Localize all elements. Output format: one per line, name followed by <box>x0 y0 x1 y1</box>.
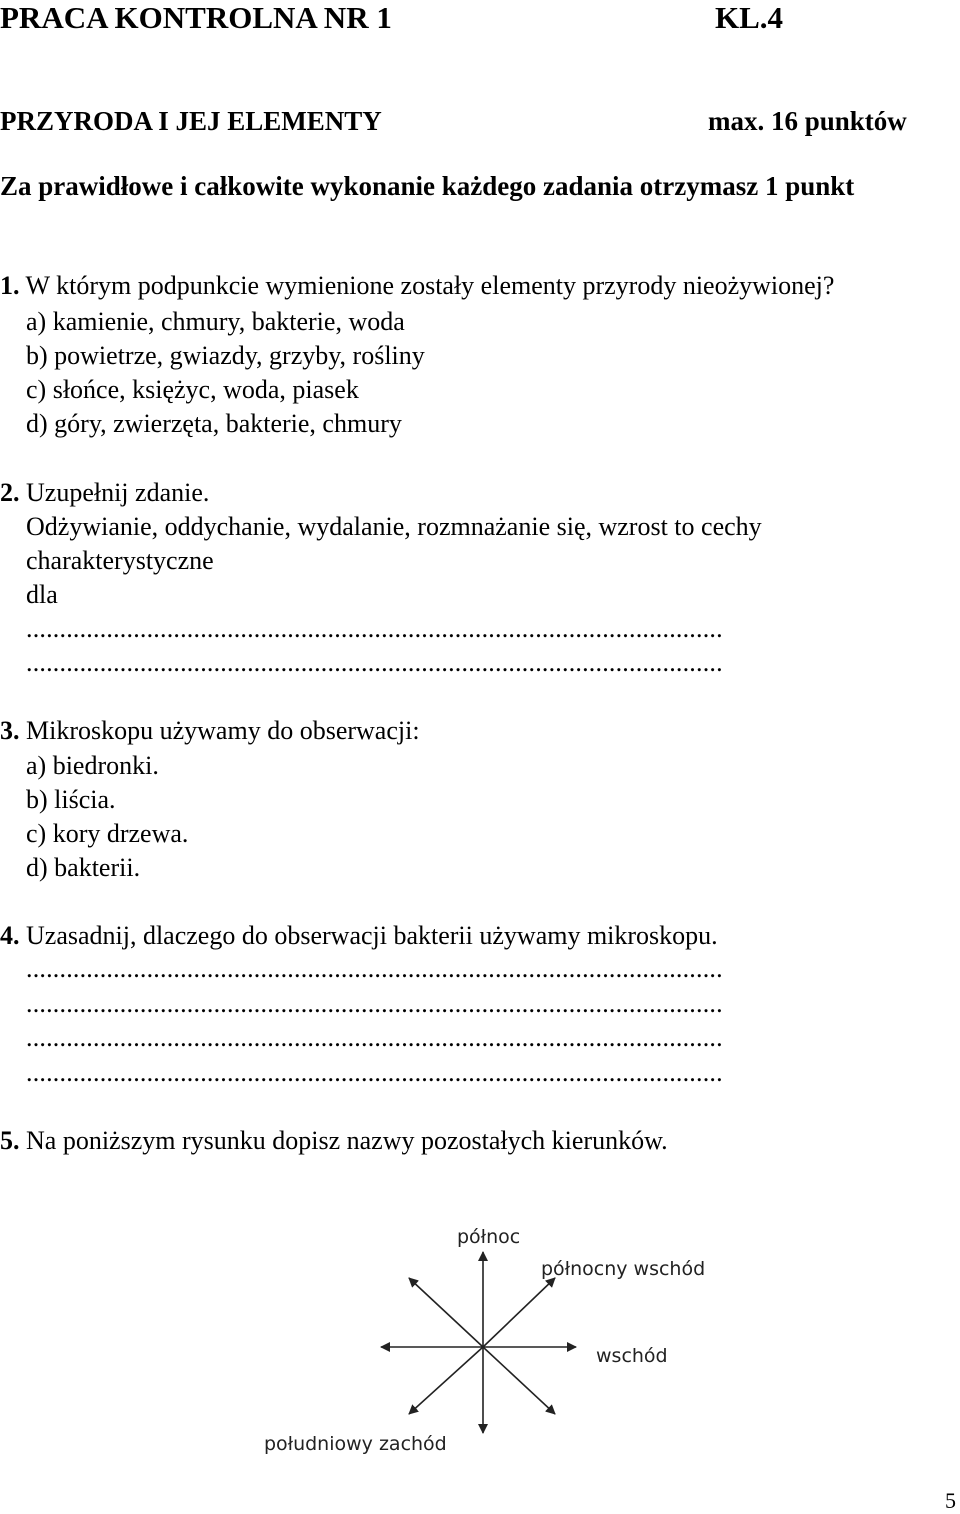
question-5 <box>0 1126 668 1156</box>
class-label: KL.4 <box>715 0 784 35</box>
question-2-body-line-3: dla <box>26 580 58 609</box>
question-3-option-b: b) liścia. <box>26 785 116 814</box>
scoring-instruction: Za prawidłowe i całkowite wykonanie każdego zadania otrzymasz 1 punkt <box>0 171 855 201</box>
worksheet-title: PRACA KONTROLNA NR 1 <box>0 0 392 35</box>
question-2-body-line-1: Odżywianie, oddychanie, wydalanie, rozmnażanie się, wzrost to cechy <box>26 512 762 541</box>
arrow-northwest <box>409 1278 483 1347</box>
question-2-text: Uzupełnij zdanie. <box>19 478 210 507</box>
question-4 <box>0 921 718 951</box>
question-4-answer-line-3[interactable]: ........................................................................................................ <box>26 1023 723 1052</box>
section-title: PRZYRODA I JEJ ELEMENTY <box>0 106 382 136</box>
question-1-option-c: c) słońce, księżyc, woda, piasek <box>26 375 359 404</box>
compass-label-northeast: północny wschód <box>541 1258 706 1280</box>
question-2 <box>0 478 209 508</box>
compass-label-southwest: południowy zachód <box>264 1433 447 1455</box>
question-5-number: 5. <box>0 1126 20 1155</box>
page-number: 5 <box>945 1488 956 1513</box>
question-5-text: Na poniższym rysunku dopisz nazwy pozostałych kierunków. <box>19 1126 668 1155</box>
question-3-option-a: a) biedronki. <box>26 751 159 780</box>
question-4-answer-line-2[interactable]: ........................................................................................................ <box>26 989 723 1018</box>
max-points: max. 16 punktów <box>708 106 907 136</box>
arrow-southwest <box>409 1347 483 1414</box>
compass-label-east: wschód <box>596 1345 668 1367</box>
question-3-option-d: d) bakterii. <box>26 853 141 882</box>
question-2-answer-line-2[interactable]: ........................................................................................................ <box>26 648 723 677</box>
question-4-number: 4. <box>0 921 20 950</box>
question-1-text: W którym podpunkcie wymienione zostały elementy przyrody nieożywionej? <box>19 271 835 300</box>
question-4-text: Uzasadnij, dlaczego do obserwacji bakterii używamy mikroskopu. <box>19 921 718 950</box>
question-1-option-d: d) góry, zwierzęta, bakterie, chmury <box>26 409 402 438</box>
question-3-text: Mikroskopu używamy do obserwacji: <box>19 716 420 745</box>
compass-label-north: północ <box>457 1226 521 1248</box>
question-3-number: 3. <box>0 716 20 745</box>
question-3 <box>0 716 420 746</box>
arrow-southeast <box>483 1347 555 1414</box>
question-1 <box>0 271 834 301</box>
question-2-number: 2. <box>0 478 20 507</box>
question-1-number: 1. <box>0 271 20 300</box>
question-3-option-c: c) kory drzewa. <box>26 819 189 848</box>
question-2-answer-line-1[interactable]: ........................................................................................................ <box>26 614 723 643</box>
question-4-answer-line-4[interactable]: ........................................................................................................ <box>26 1058 723 1087</box>
question-4-answer-line-1[interactable]: ........................................................................................................ <box>26 954 723 983</box>
question-1-option-a: a) kamienie, chmury, bakterie, woda <box>26 307 405 336</box>
arrow-northeast <box>483 1278 555 1347</box>
question-2-body-line-2: charakterystyczne <box>26 546 214 575</box>
question-1-option-b: b) powietrze, gwiazdy, grzyby, rośliny <box>26 341 425 370</box>
